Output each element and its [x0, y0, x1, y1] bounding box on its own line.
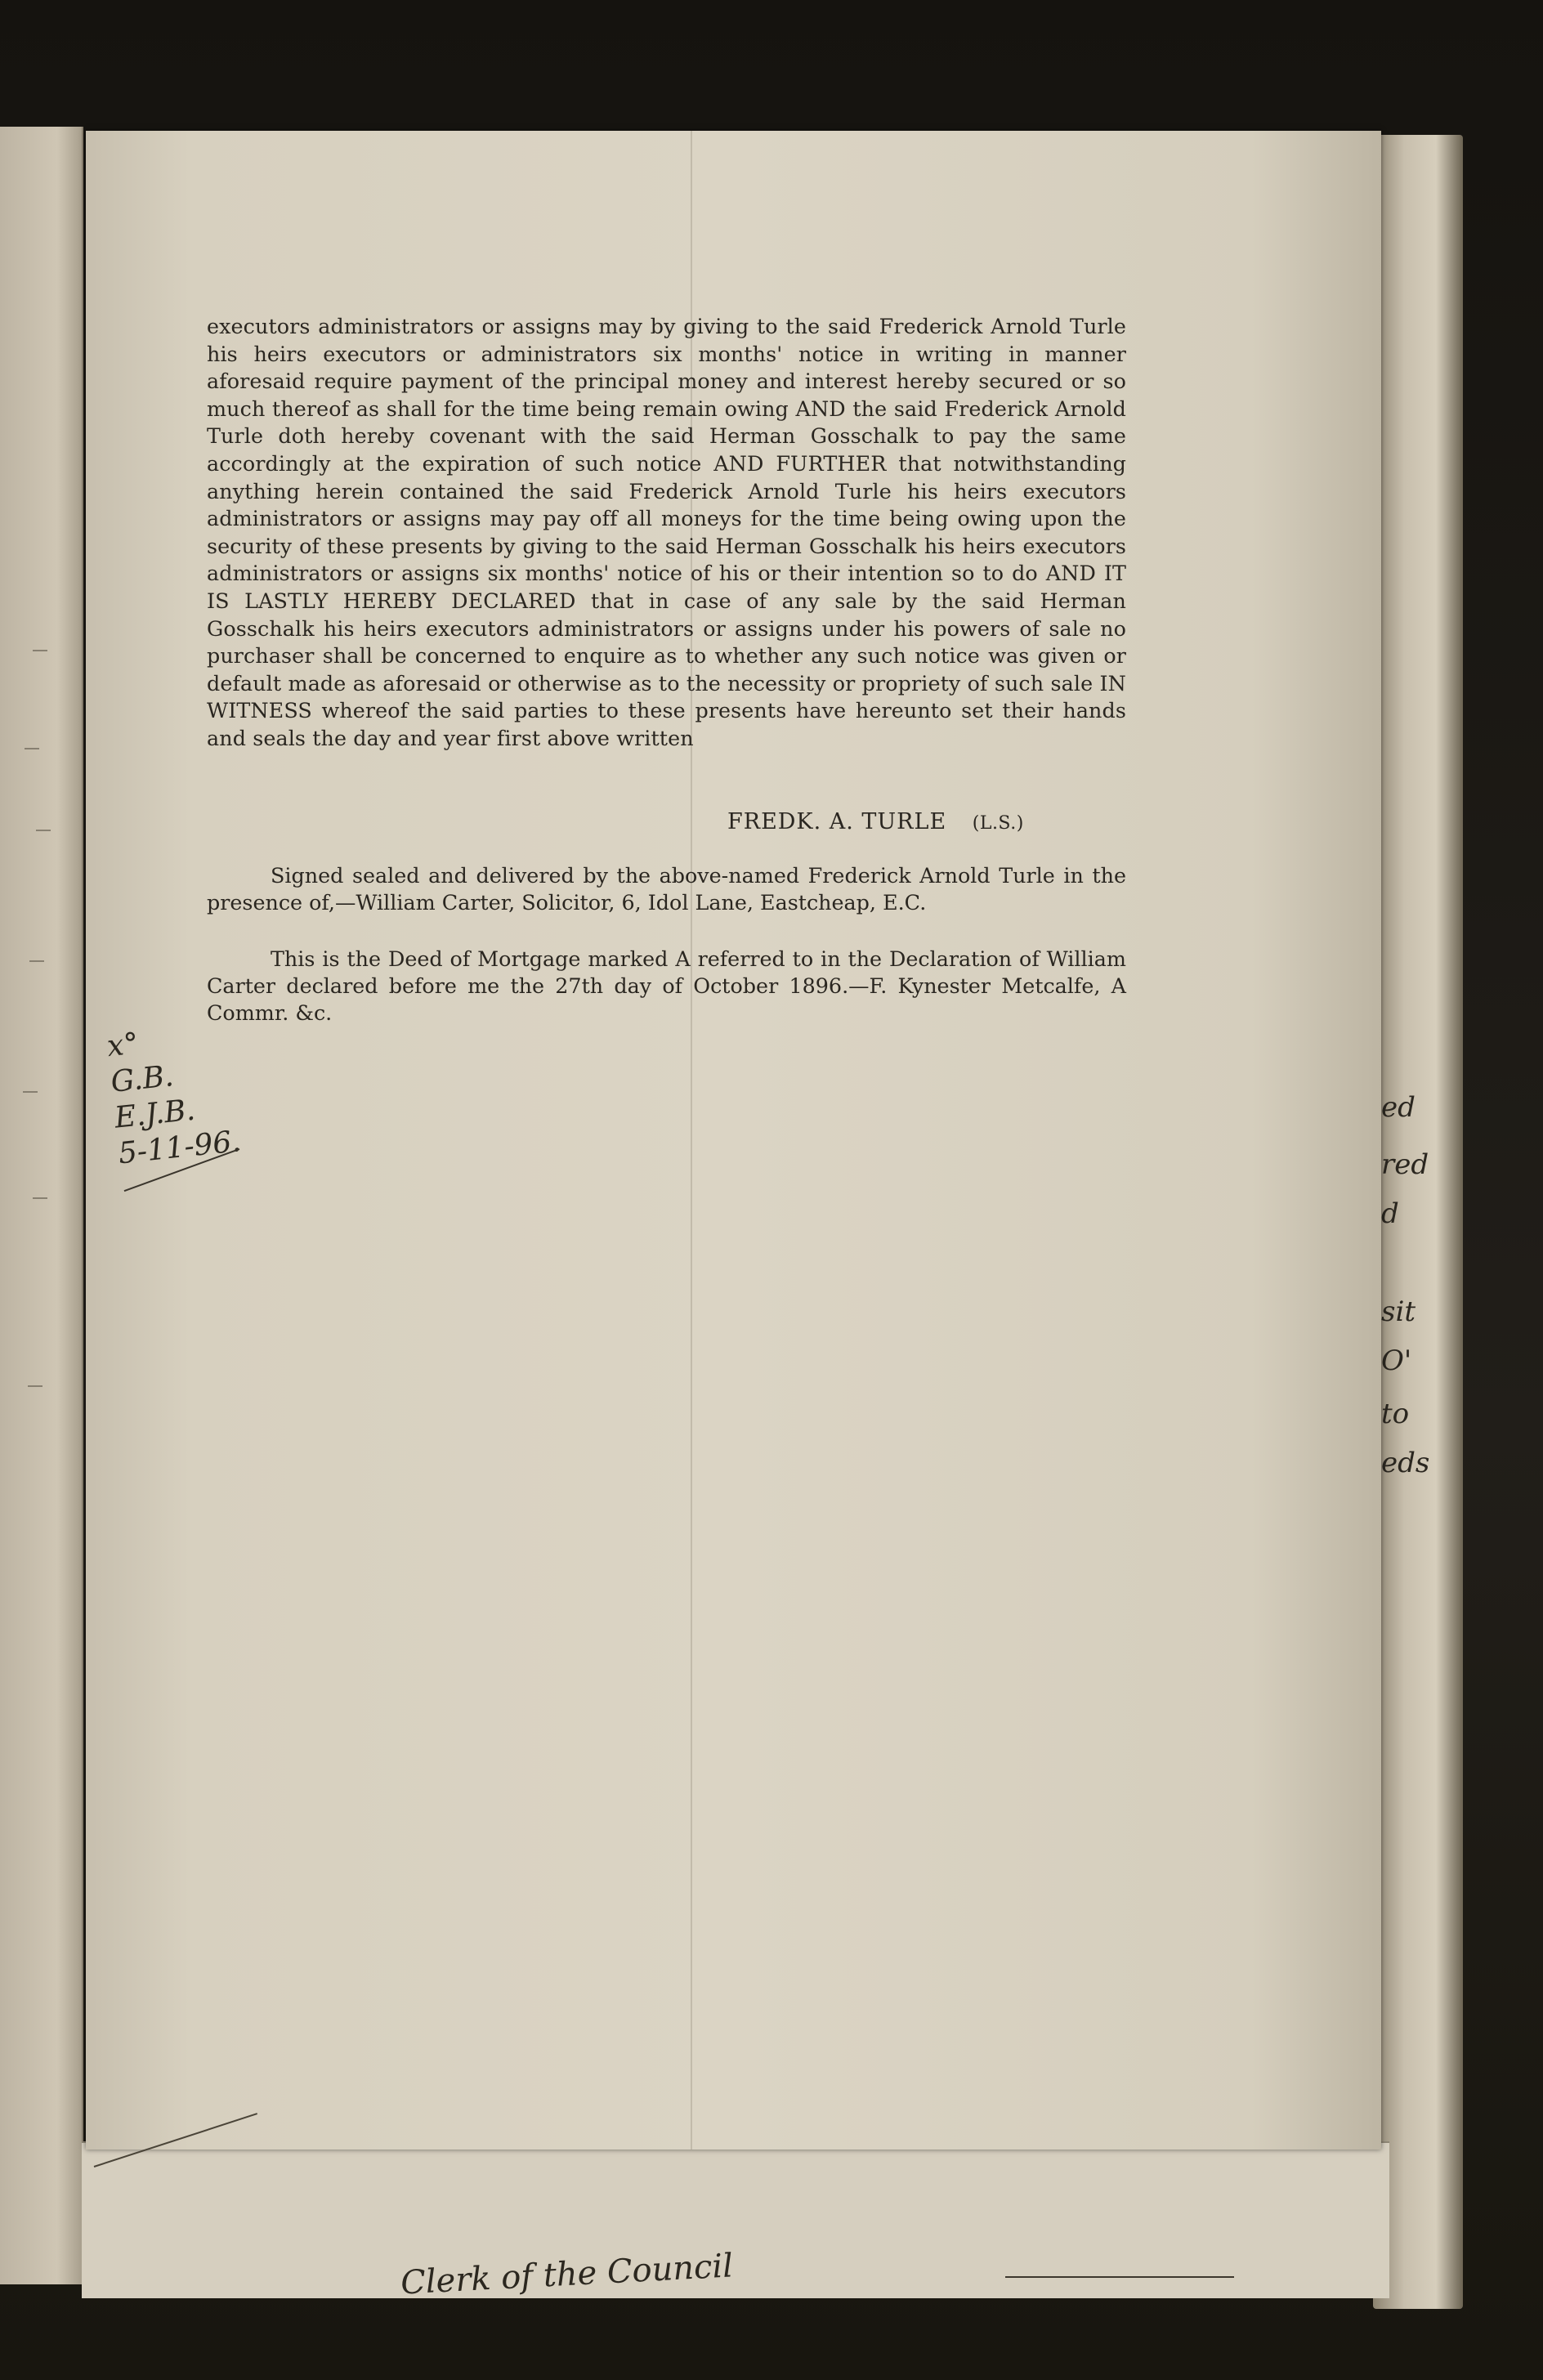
- footer-rule: [1005, 2276, 1234, 2278]
- seal-mark: (L.S.): [972, 813, 1024, 834]
- signatory-name: FREDK. A. TURLE: [727, 809, 947, 834]
- margin-note-line: G.B.: [109, 1059, 176, 1099]
- page-mark: [25, 748, 39, 749]
- page-mark: [29, 960, 44, 962]
- right-fragment: to: [1381, 1398, 1410, 1430]
- page-mark: [28, 1385, 42, 1387]
- handwritten-margin-note: [105, 1015, 259, 1178]
- declaration-note: This is the Deed of Mortgage marked A referred to in the Declaration of William Carter declared before me the 27th day of October 1896.—F. Kynester Metcalfe, A Commr. &c.: [207, 946, 1126, 1025]
- margin-note-date: 5-11-96.: [116, 1124, 243, 1171]
- deed-body-text: executors administrators or assigns may by giving to the said Frederick Arnold Turle his heirs executors or administrators six months' notice in writing in manner aforesaid require payment of the principal money and interest hereby secured or so much thereof as shall for the time being remain owing AND the said Frederick Arnold Turle doth hereby covenant with the said Herman Gosschalk to pay the same accordingly at the expiration of such notice AND FURTHER that notwithstanding anything herein contained the said Frederick Arnold Turle his heirs executors administrators or assigns may pay off all moneys for the time being owing upon the security of these presents by giving to the said Herman Gosschalk his heirs executors administrators or assigns six months' notice of his or their intention so to do AND IT IS LASTLY HEREBY DECLARED that in case of any sale by the said Herman Gosschalk his heirs executors administrators or assigns under his powers of sale no purchaser shall be concerned to enquire as to whether any such notice was given or default made as aforesaid or otherwise as to the necessity or propriety of such sale IN WITNESS whereof the said parties to these presents have hereunto set their hands and seals the day and year first above written: [207, 314, 1126, 750]
- signature-line: [727, 809, 1024, 834]
- page-mark: [36, 830, 51, 831]
- margin-note-line: x°: [105, 1027, 141, 1064]
- right-fragment: eds: [1381, 1447, 1430, 1479]
- margin-note-line: E.J.B.: [113, 1093, 197, 1135]
- handwritten-footer: Clerk of the Council: [400, 2247, 735, 2302]
- left-facing-page-edge: [0, 127, 83, 2284]
- right-fragment: d: [1381, 1197, 1399, 1230]
- right-fragment: ed: [1381, 1091, 1416, 1124]
- right-fragment: O': [1381, 1344, 1412, 1377]
- page-mark: [33, 650, 47, 651]
- right-page-stack-edge: [1373, 135, 1463, 2309]
- page-mark: [33, 1197, 47, 1199]
- page-mark: [23, 1091, 38, 1093]
- right-fragment: sit: [1381, 1295, 1416, 1328]
- right-fragment: red: [1381, 1148, 1429, 1181]
- attestation-clause: Signed sealed and delivered by the above-named Frederick Arnold Turle in the presence of,—William Carter, Solicitor, 6, Idol Lane, Eastcheap, E.C.: [207, 863, 1126, 915]
- underlying-sheet: [82, 2141, 1389, 2298]
